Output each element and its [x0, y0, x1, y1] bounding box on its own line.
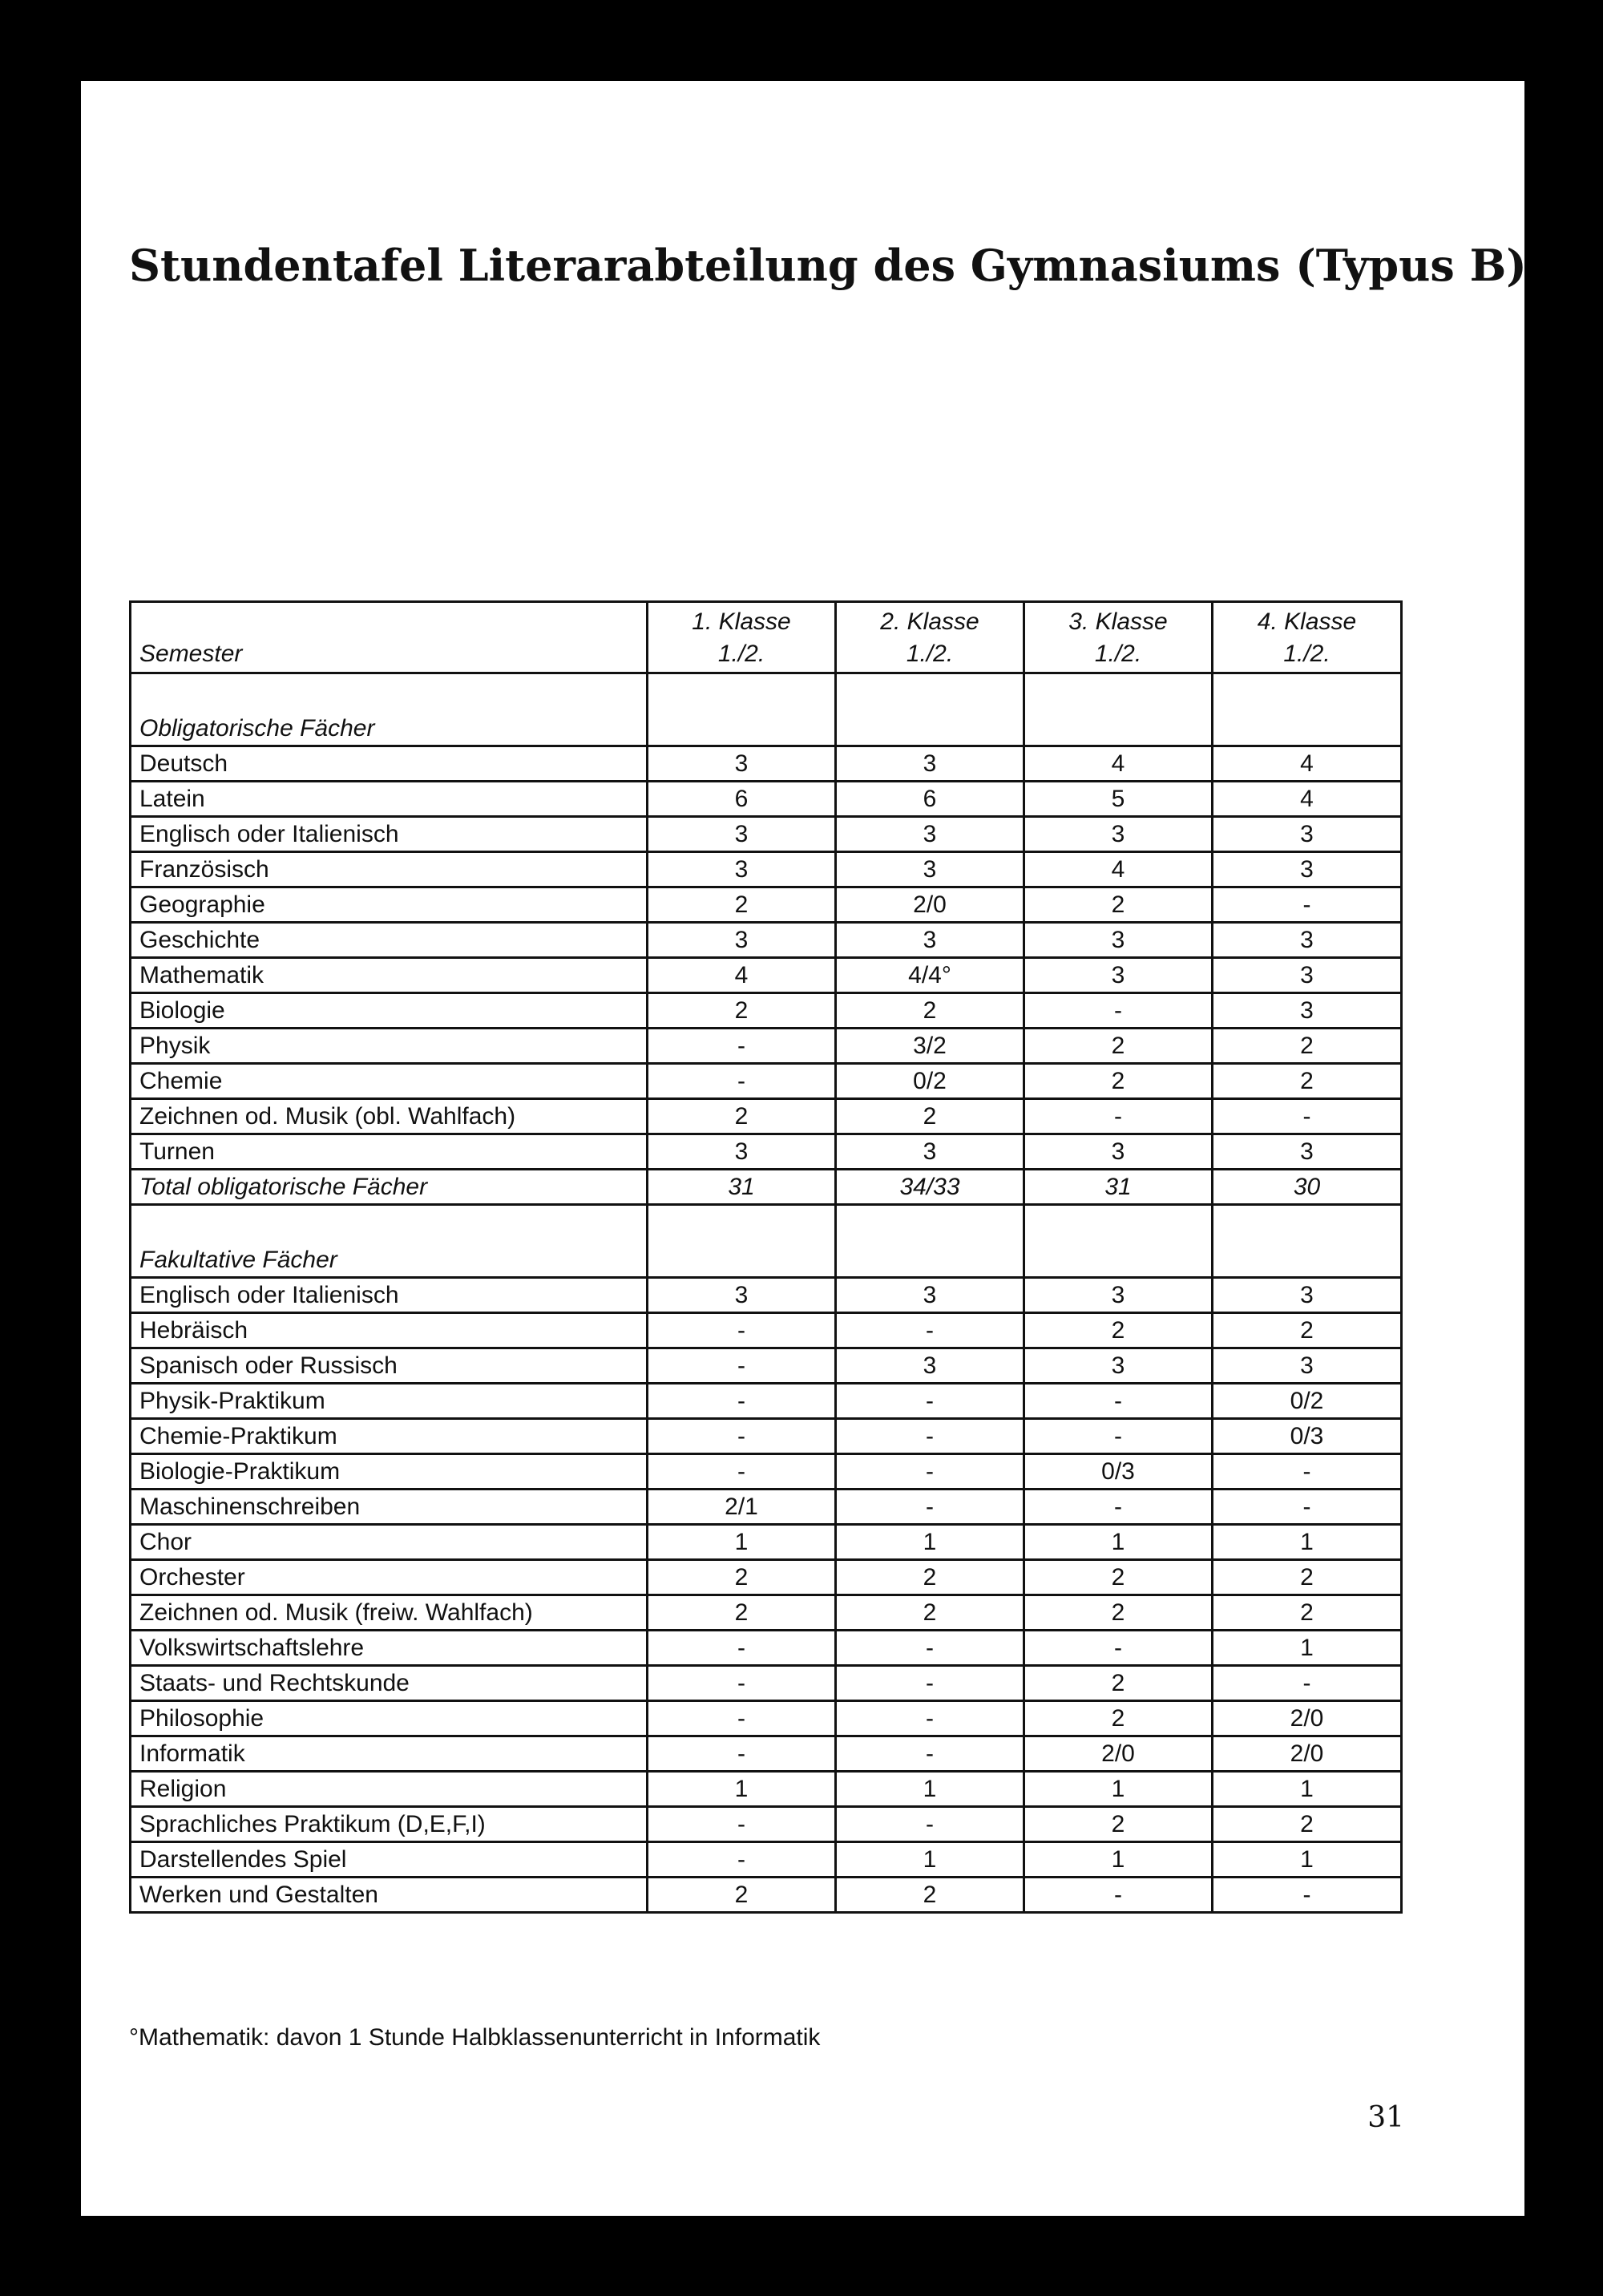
timetable	[129, 600, 1403, 1914]
section-heading-row	[131, 673, 1402, 746]
hours-cell: 1	[1213, 1772, 1402, 1807]
hours-cell: 2	[1213, 1807, 1402, 1842]
hours-cell: 2	[836, 1560, 1024, 1595]
hours-cell: -	[836, 1666, 1024, 1701]
table-row	[131, 1278, 1402, 1313]
section-heading: Fakultative Fächer	[131, 1205, 648, 1278]
hours-cell: 2	[1213, 1313, 1402, 1348]
subject-name: Biologie-Praktikum	[131, 1454, 648, 1490]
hours-cell: 3	[1024, 958, 1213, 993]
table-row	[131, 1490, 1402, 1525]
hours-cell: 2	[1024, 1807, 1213, 1842]
hours-cell: 3	[648, 1134, 836, 1170]
hours-cell: 3	[648, 923, 836, 958]
hours-cell: -	[1024, 993, 1213, 1029]
hours-cell: 2	[648, 887, 836, 923]
hours-cell: 2	[1024, 1064, 1213, 1099]
subject-name: Werken und Gestalten	[131, 1878, 648, 1913]
hours-cell: 2/1	[648, 1490, 836, 1525]
hours-cell: -	[836, 1631, 1024, 1666]
table-row	[131, 1348, 1402, 1384]
empty-cell	[648, 1205, 836, 1278]
table-row	[131, 1313, 1402, 1348]
hours-cell: 1	[1024, 1525, 1213, 1560]
column-header-klasse-3: 3. Klasse 1./2.	[1024, 602, 1213, 673]
hours-cell: 0/2	[1213, 1384, 1402, 1419]
hours-cell: -	[836, 1384, 1024, 1419]
hours-cell: 2/0	[1024, 1736, 1213, 1772]
hours-cell: -	[648, 1454, 836, 1490]
subject-name: Orchester	[131, 1560, 648, 1595]
subject-name: Deutsch	[131, 746, 648, 782]
hours-cell: -	[836, 1807, 1024, 1842]
hours-cell: -	[836, 1701, 1024, 1736]
hours-cell: 2	[648, 1595, 836, 1631]
table-row	[131, 1666, 1402, 1701]
total-hours-cell: 34/33	[836, 1170, 1024, 1205]
hours-cell: 2	[1024, 1560, 1213, 1595]
table-row	[131, 1029, 1402, 1064]
table-row	[131, 817, 1402, 852]
hours-cell: -	[1213, 1878, 1402, 1913]
column-header-klasse-1: 1. Klasse 1./2.	[648, 602, 836, 673]
empty-cell	[1024, 673, 1213, 746]
subject-name: Philosophie	[131, 1701, 648, 1736]
hours-cell: 1	[836, 1842, 1024, 1878]
hours-cell: -	[836, 1454, 1024, 1490]
hours-cell: -	[836, 1490, 1024, 1525]
subject-name: Volkswirtschaftslehre	[131, 1631, 648, 1666]
hours-cell: 2	[1024, 1029, 1213, 1064]
hours-cell: 2	[1213, 1064, 1402, 1099]
hours-cell: 6	[648, 782, 836, 817]
subject-name: Englisch oder Italienisch	[131, 1278, 648, 1313]
hours-cell: -	[648, 1631, 836, 1666]
hours-cell: 4/4°	[836, 958, 1024, 993]
hours-cell: -	[1024, 1419, 1213, 1454]
subject-name: Sprachliches Praktikum (D,E,F,I)	[131, 1807, 648, 1842]
hours-cell: 1	[836, 1772, 1024, 1807]
hours-cell: 4	[1213, 782, 1402, 817]
hours-cell: 2	[648, 993, 836, 1029]
hours-cell: 3	[648, 817, 836, 852]
hours-cell: 3	[1213, 817, 1402, 852]
hours-cell: -	[648, 1313, 836, 1348]
hours-cell: 4	[648, 958, 836, 993]
hours-cell: 2/0	[836, 887, 1024, 923]
hours-cell: -	[648, 1384, 836, 1419]
document-page	[81, 81, 1527, 2216]
hours-cell: 2/0	[1213, 1701, 1402, 1736]
hours-cell: 0/3	[1024, 1454, 1213, 1490]
subject-name: Darstellendes Spiel	[131, 1842, 648, 1878]
hours-cell: 2	[836, 1595, 1024, 1631]
total-row	[131, 1170, 1402, 1205]
table-row	[131, 1419, 1402, 1454]
hours-cell: -	[648, 1029, 836, 1064]
table-row	[131, 1878, 1402, 1913]
hours-cell: -	[836, 1736, 1024, 1772]
hours-cell: -	[648, 1701, 836, 1736]
table-row	[131, 1631, 1402, 1666]
hours-cell: 3	[1213, 923, 1402, 958]
hours-cell: 3	[1213, 958, 1402, 993]
hours-cell: -	[836, 1313, 1024, 1348]
column-header-klasse-2: 2. Klasse 1./2.	[836, 602, 1024, 673]
column-header-klasse-4: 4. Klasse 1./2.	[1213, 602, 1402, 673]
hours-cell: -	[836, 1419, 1024, 1454]
subject-name: Chemie	[131, 1064, 648, 1099]
empty-cell	[836, 673, 1024, 746]
hours-cell: 3	[648, 746, 836, 782]
hours-cell: -	[1213, 1666, 1402, 1701]
hours-cell: 2	[836, 1099, 1024, 1134]
hours-cell: 1	[648, 1525, 836, 1560]
hours-cell: 2	[1213, 1595, 1402, 1631]
page-title: Stundentafel Literarabteilung des Gymnasiums (Typus B)	[129, 240, 1527, 291]
table-row	[131, 1807, 1402, 1842]
hours-cell: 1	[1213, 1842, 1402, 1878]
hours-cell: 3	[1024, 923, 1213, 958]
hours-cell: 3	[1024, 1348, 1213, 1384]
hours-cell: 4	[1024, 852, 1213, 887]
table-row	[131, 852, 1402, 887]
hours-cell: 4	[1024, 746, 1213, 782]
empty-cell	[1213, 1205, 1402, 1278]
hours-cell: 3	[836, 1134, 1024, 1170]
hours-cell: 2	[648, 1099, 836, 1134]
hours-cell: -	[1213, 1454, 1402, 1490]
table-row	[131, 1099, 1402, 1134]
hours-cell: -	[1024, 1099, 1213, 1134]
hours-cell: 2	[836, 993, 1024, 1029]
table-row	[131, 1595, 1402, 1631]
section-heading-row	[131, 1205, 1402, 1278]
table-row	[131, 782, 1402, 817]
table-row	[131, 1736, 1402, 1772]
hours-cell: 2/0	[1213, 1736, 1402, 1772]
hours-cell: 2	[1024, 887, 1213, 923]
hours-cell: -	[648, 1807, 836, 1842]
hours-cell: -	[1024, 1384, 1213, 1419]
hours-cell: 5	[1024, 782, 1213, 817]
empty-cell	[648, 673, 836, 746]
table-header-row	[131, 602, 1402, 673]
subject-name: Physik-Praktikum	[131, 1384, 648, 1419]
hours-cell: 3	[836, 923, 1024, 958]
hours-cell: -	[1213, 887, 1402, 923]
hours-cell: -	[1024, 1490, 1213, 1525]
table-row	[131, 993, 1402, 1029]
footnote: °Mathematik: davon 1 Stunde Halbklassenunterricht in Informatik	[129, 2024, 821, 2051]
hours-cell: 3/2	[836, 1029, 1024, 1064]
table-row	[131, 923, 1402, 958]
hours-cell: 1	[1213, 1525, 1402, 1560]
table-row	[131, 1560, 1402, 1595]
hours-cell: 3	[836, 852, 1024, 887]
page-number: 31	[1367, 2101, 1404, 2134]
hours-cell: 6	[836, 782, 1024, 817]
subject-name: Spanisch oder Russisch	[131, 1348, 648, 1384]
hours-cell: 3	[1213, 1348, 1402, 1384]
hours-cell: 3	[648, 852, 836, 887]
hours-cell: 1	[648, 1772, 836, 1807]
subject-name: Informatik	[131, 1736, 648, 1772]
hours-cell: 1	[836, 1525, 1024, 1560]
subject-name: Französisch	[131, 852, 648, 887]
table-row	[131, 1064, 1402, 1099]
hours-cell: 2	[648, 1560, 836, 1595]
subject-name: Mathematik	[131, 958, 648, 993]
table-row	[131, 1134, 1402, 1170]
hours-cell: 2	[1024, 1666, 1213, 1701]
total-hours-cell: 31	[648, 1170, 836, 1205]
hours-cell: 3	[1213, 993, 1402, 1029]
hours-cell: 1	[1213, 1631, 1402, 1666]
hours-cell: 3	[836, 746, 1024, 782]
timetable-body	[131, 602, 1402, 1913]
hours-cell: 1	[1024, 1772, 1213, 1807]
subject-name: Zeichnen od. Musik (freiw. Wahlfach)	[131, 1595, 648, 1631]
empty-cell	[1213, 673, 1402, 746]
hours-cell: 1	[1024, 1842, 1213, 1878]
subject-name: Geographie	[131, 887, 648, 923]
hours-cell: 2	[1024, 1595, 1213, 1631]
hours-cell: 4	[1213, 746, 1402, 782]
subject-name: Chor	[131, 1525, 648, 1560]
hours-cell: -	[1213, 1490, 1402, 1525]
subject-name: Maschinenschreiben	[131, 1490, 648, 1525]
subject-name: Chemie-Praktikum	[131, 1419, 648, 1454]
subject-name: Englisch oder Italienisch	[131, 817, 648, 852]
hours-cell: 3	[1024, 817, 1213, 852]
subject-name: Hebräisch	[131, 1313, 648, 1348]
hours-cell: 2	[1024, 1701, 1213, 1736]
subject-name: Latein	[131, 782, 648, 817]
table-row	[131, 1384, 1402, 1419]
table-row	[131, 1525, 1402, 1560]
table-row	[131, 746, 1402, 782]
section-heading: Obligatorische Fächer	[131, 673, 648, 746]
hours-cell: 3	[648, 1278, 836, 1313]
hours-cell: 2	[1213, 1560, 1402, 1595]
hours-cell: 2	[1213, 1029, 1402, 1064]
table-row	[131, 1454, 1402, 1490]
table-row	[131, 1842, 1402, 1878]
hours-cell: 3	[836, 1348, 1024, 1384]
table-row	[131, 958, 1402, 993]
hours-cell: 3	[1024, 1134, 1213, 1170]
semester-label: Semester	[131, 602, 648, 673]
subject-name: Religion	[131, 1772, 648, 1807]
hours-cell: -	[648, 1419, 836, 1454]
table-row	[131, 1701, 1402, 1736]
hours-cell: 2	[836, 1878, 1024, 1913]
subject-name: Biologie	[131, 993, 648, 1029]
hours-cell: 3	[1213, 1278, 1402, 1313]
table-row	[131, 887, 1402, 923]
empty-cell	[836, 1205, 1024, 1278]
subject-name: Staats- und Rechtskunde	[131, 1666, 648, 1701]
hours-cell: -	[648, 1736, 836, 1772]
hours-cell: 0/2	[836, 1064, 1024, 1099]
hours-cell: 0/3	[1213, 1419, 1402, 1454]
hours-cell: -	[1024, 1878, 1213, 1913]
total-hours-cell: 31	[1024, 1170, 1213, 1205]
hours-cell: 3	[836, 817, 1024, 852]
hours-cell: -	[648, 1064, 836, 1099]
hours-cell: 3	[836, 1278, 1024, 1313]
hours-cell: 2	[1024, 1313, 1213, 1348]
hours-cell: -	[1024, 1631, 1213, 1666]
total-label: Total obligatorische Fächer	[131, 1170, 648, 1205]
hours-cell: 3	[1024, 1278, 1213, 1313]
hours-cell: -	[648, 1666, 836, 1701]
subject-name: Physik	[131, 1029, 648, 1064]
hours-cell: 3	[1213, 852, 1402, 887]
subject-name: Geschichte	[131, 923, 648, 958]
hours-cell: -	[648, 1348, 836, 1384]
subject-name: Turnen	[131, 1134, 648, 1170]
hours-cell: 2	[648, 1878, 836, 1913]
empty-cell	[1024, 1205, 1213, 1278]
subject-name: Zeichnen od. Musik (obl. Wahlfach)	[131, 1099, 648, 1134]
table-row	[131, 1772, 1402, 1807]
hours-cell: -	[1213, 1099, 1402, 1134]
total-hours-cell: 30	[1213, 1170, 1402, 1205]
hours-cell: 3	[1213, 1134, 1402, 1170]
hours-cell: -	[648, 1842, 836, 1878]
